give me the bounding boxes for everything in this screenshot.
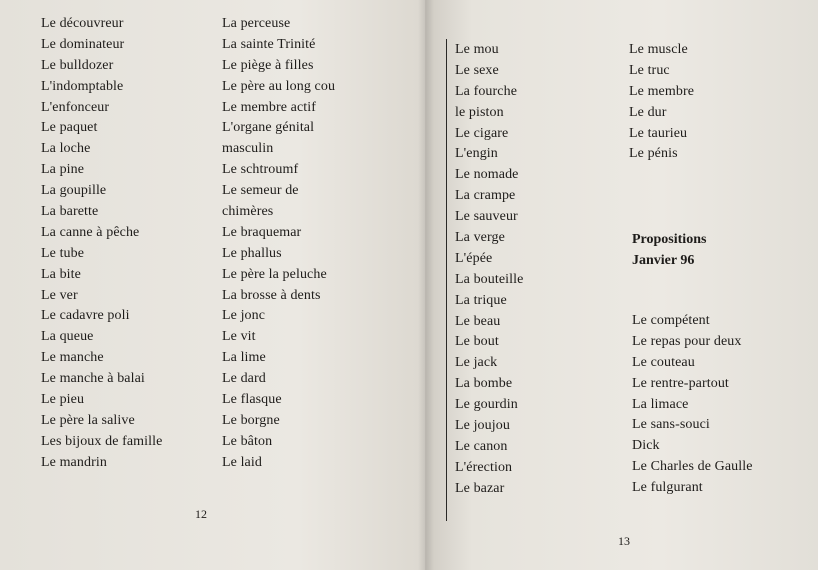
list-item: Le borgne <box>222 412 280 428</box>
list-item: La verge <box>455 230 505 246</box>
list-item: Le braquemar <box>222 224 302 240</box>
list-item: Le jack <box>455 355 498 371</box>
list-item: Le père au long cou <box>222 78 336 94</box>
list-item: Le schtroumf <box>222 162 299 178</box>
right-page-column-1 <box>455 40 523 500</box>
list-item: La bombe <box>455 376 513 392</box>
list-item: La loche <box>41 141 91 157</box>
propositions-date: Janvier 96 <box>632 253 695 268</box>
list-item: La goupille <box>41 183 107 199</box>
list-item: Le Charles de Gaulle <box>632 459 753 475</box>
list-item: L'érection <box>455 459 513 475</box>
list-item: Le vit <box>222 329 256 345</box>
list-item: Le sans-souci <box>632 417 710 433</box>
vertical-rule <box>446 39 447 521</box>
list-item: Le cadavre poli <box>41 308 130 324</box>
list-item: Le semeur de <box>222 183 299 199</box>
list-item: Le mou <box>455 42 499 57</box>
list-item: L'engin <box>455 146 498 162</box>
list-item: Le tube <box>41 245 85 261</box>
list-item: Le compétent <box>632 313 710 328</box>
left-page-column-2 <box>222 14 335 474</box>
list-item: La canne à pêche <box>41 224 140 240</box>
list-item: La pine <box>41 162 85 178</box>
list-item: Le membre <box>629 83 695 99</box>
book-gutter <box>418 0 434 570</box>
list-item: Le truc <box>629 62 670 78</box>
list-item: Le ver <box>41 287 78 303</box>
list-item: Le bâton <box>222 433 273 449</box>
list-item: La trique <box>455 292 507 308</box>
list-item: La perceuse <box>222 16 291 31</box>
list-item: La sainte Trinité <box>222 36 316 52</box>
list-item: L'indomptable <box>41 78 124 94</box>
list-item: La crampe <box>455 188 516 204</box>
list-item: Le pénis <box>629 146 678 162</box>
list-item: Le bout <box>455 334 499 350</box>
list-item: masculin <box>222 141 274 157</box>
list-item: Le flasque <box>222 392 282 408</box>
list-item: Le nomade <box>455 167 519 183</box>
list-item: Le beau <box>455 313 501 329</box>
list-item: Le phallus <box>222 245 282 261</box>
list-item: Le repas pour deux <box>632 333 742 349</box>
list-item: Le dard <box>222 371 266 387</box>
propositions-title: Propositions <box>632 232 707 247</box>
list-item: Le taurieu <box>629 125 688 141</box>
list-item: La bite <box>41 266 81 282</box>
list-item: La bouteille <box>455 271 524 287</box>
left-page-column-1 <box>41 14 162 474</box>
list-item: Le membre actif <box>222 99 317 115</box>
list-item: La barette <box>41 204 99 220</box>
list-item: Le paquet <box>41 120 98 136</box>
list-item: Le gourdin <box>455 397 518 413</box>
list-item: Le muscle <box>629 42 688 57</box>
list-item: La queue <box>41 329 94 345</box>
list-item: Le canon <box>455 438 508 454</box>
list-item: Le joujou <box>455 418 510 434</box>
list-item: chimères <box>222 204 274 220</box>
list-item: Le jonc <box>222 308 266 324</box>
list-item: L'enfonceur <box>41 99 110 115</box>
list-item: Le couteau <box>632 354 695 370</box>
list-item: Le manche à balai <box>41 371 145 387</box>
list-item: Le dur <box>629 104 667 120</box>
list-item: La brosse à dents <box>222 287 321 303</box>
page-number-right: 13 <box>618 534 630 548</box>
list-item: Le rentre-partout <box>632 375 729 391</box>
list-item: Le père la peluche <box>222 266 327 282</box>
list-item: Le bazar <box>455 480 505 496</box>
list-item: Le bulldozer <box>41 57 114 73</box>
list-item: le piston <box>455 104 504 120</box>
list-item: L'épée <box>455 250 493 266</box>
list-item: Le laid <box>222 454 262 470</box>
propositions-list <box>632 311 753 499</box>
list-item: Le dominateur <box>41 36 125 52</box>
list-item: La fourche <box>455 83 518 99</box>
list-item: Le pieu <box>41 392 85 408</box>
list-item: La lime <box>222 350 266 366</box>
list-item: Le manche <box>41 350 104 366</box>
right-page-column-2 <box>629 40 694 165</box>
list-item: Dick <box>632 438 660 454</box>
list-item: Le cigare <box>455 125 509 141</box>
list-item: Le mandrin <box>41 454 107 470</box>
list-item: Le piège à filles <box>222 57 314 73</box>
page-number-left: 12 <box>195 507 207 521</box>
list-item: Le sexe <box>455 62 499 78</box>
list-item: La limace <box>632 396 689 412</box>
list-item: Le père la salive <box>41 412 135 428</box>
list-item: Le découvreur <box>41 16 124 31</box>
list-item: Les bijoux de famille <box>41 433 163 449</box>
list-item: L'organe génital <box>222 120 315 136</box>
list-item: Le fulgurant <box>632 480 703 496</box>
list-item: Le sauveur <box>455 209 518 225</box>
